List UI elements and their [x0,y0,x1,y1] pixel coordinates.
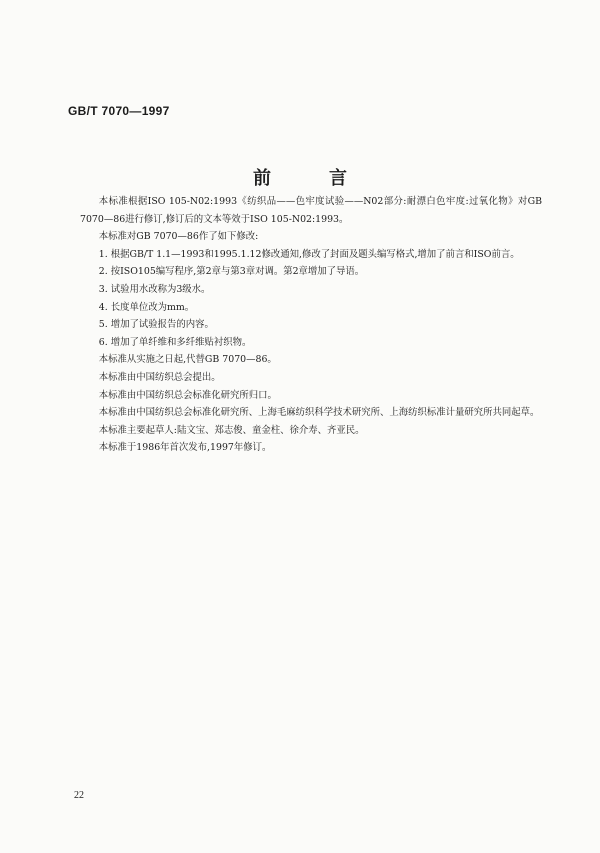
paragraph: 本标准由中国纺织总会标准化研究所归口。 [98,389,277,401]
paragraph: 本标准从实施之日起,代替GB 7070—86。 [98,354,277,366]
paragraph: 1. 根据GB/T 1.1—1993和1995.1.12修改通知,修改了封面及题头编写格式,增加了前言和ISO前言。 [98,248,520,260]
paragraph: 本标准由中国纺织总会标准化研究所、上海毛麻纺织科学技术研究所、上海纺织标准计量研究所共同起草。 [98,407,540,419]
paragraph: 4. 长度单位改为mm。 [98,301,195,313]
paragraph: 5. 增加了试验报告的内容。 [98,319,214,331]
standard-code-header: GB/T 7070—1997 [68,104,170,118]
paragraph: 2. 按ISO105编写程序,第2章与第3章对调。第2章增加了导语。 [98,266,365,278]
paragraph: 3. 试验用水改称为3级水。 [98,283,211,295]
page-title: 前 言 [253,168,367,189]
paragraph: 本标准由中国纺织总会提出。 [98,371,221,383]
page-number: 22 [74,790,84,801]
paragraph: 本标准于1986年首次发布,1997年修订。 [98,442,272,454]
paragraph: 6. 增加了单纤维和多纤维贴衬织物。 [98,336,252,348]
paragraph: 本标准根据ISO 105-N02:1993《纺织品——色牢度试验——N02部分:耐漂白色牢度:过氧化物》对GB 7070—86进行修订,修订后的文本等效于ISO 105-N02:1993。 [80,196,542,225]
document-body [80,193,542,457]
paragraph: 本标准对GB 7070—86作了如下修改: [98,231,259,243]
paragraph: 本标准主要起草人:陆文宝、郑志俊、童金柱、徐介寿、齐亚民。 [98,424,365,436]
